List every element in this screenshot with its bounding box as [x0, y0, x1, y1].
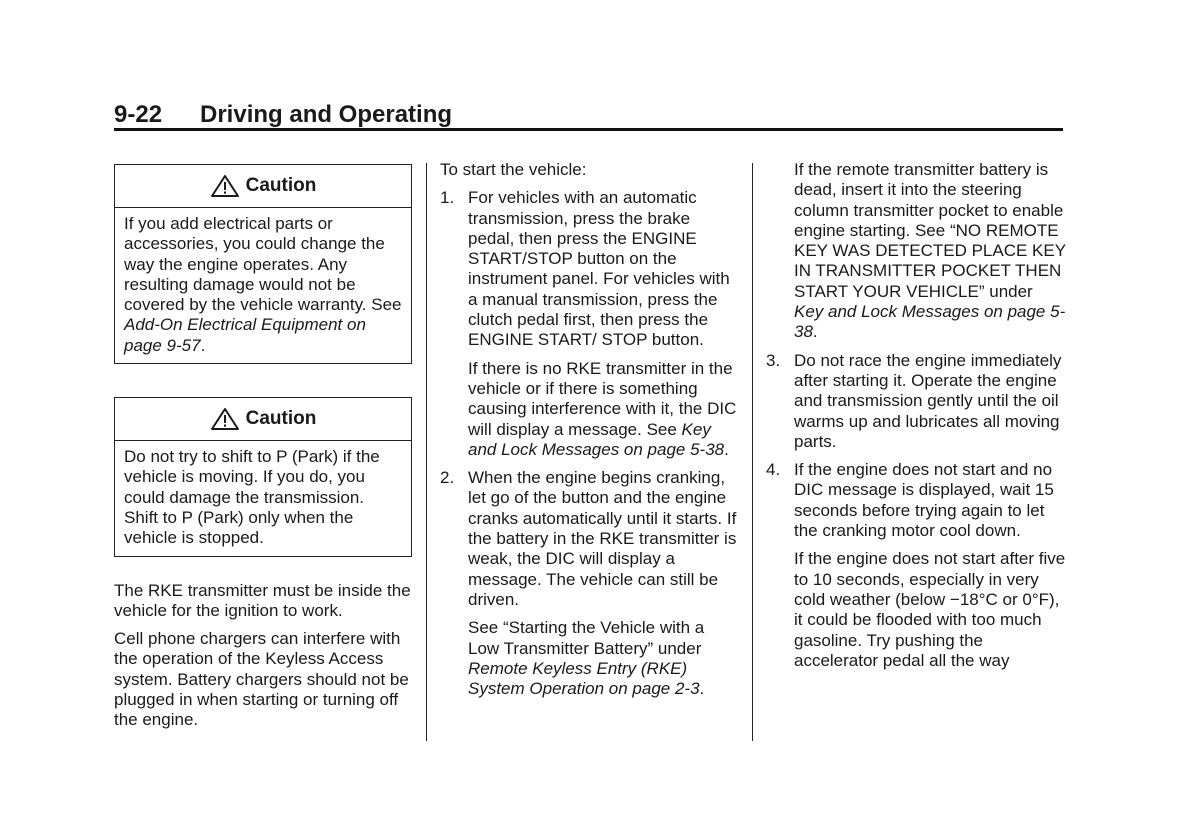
- cross-reference-link[interactable]: Key and Lock Messages on page 5-38: [468, 419, 725, 459]
- step-note: If the engine does not start after five to 10 seconds, especially in very cold weather (below −18°C or 0°F), it could be flooded with too much gasoline. Try pushing the accelerator pedal all the way: [794, 549, 1066, 670]
- cross-reference-link[interactable]: Key and Lock Messages on page 5-38: [794, 302, 1066, 342]
- section-title: Driving and Operating: [200, 101, 453, 128]
- list-number: 4.: [766, 460, 781, 480]
- step-text: Do not race the engine immediately after starting it. Operate the engine and transmission gently until the oil warms up and lubricates all moving parts.: [794, 350, 1062, 451]
- caution-text: If you add electrical parts or accessories, you could change the way the engine operates. Any resulting damage would not be covered by the vehicle warranty. See Add-On Electrical Equipment on page 9-57.: [124, 214, 402, 355]
- list-item: [766, 460, 1066, 671]
- intro-text: To start the vehicle:: [440, 160, 587, 179]
- caution-header: [115, 398, 411, 441]
- header-rule: [114, 128, 1063, 131]
- paragraph: The RKE transmitter must be inside the vehicle for the ignition to work.: [114, 580, 411, 620]
- list-item: [440, 188, 740, 460]
- continued-note: If the remote transmitter battery is dead, insert it into the steering column transmitter pocket to enable engine starting. See “NO REMOTE KEY WAS DETECTED PLACE KEY IN TRANSMITTER POCKET THEN START YOUR VEHICLE” under Key and Lock Messages on page 5-38.: [794, 160, 1066, 342]
- list-item: [766, 351, 1066, 452]
- cross-reference-link[interactable]: Remote Keyless Entry (RKE) System Operation on page 2-3: [468, 658, 700, 699]
- caution-label: Caution: [245, 174, 317, 196]
- list-number: 1.: [440, 188, 455, 208]
- list-item: [440, 468, 740, 699]
- caution-box: [114, 164, 412, 364]
- caution-text: Do not try to shift to P (Park) if the vehicle is moving. If you do, you could damage the transmission. Shift to P (Park) only when the vehicle is stopped.: [124, 447, 380, 548]
- page-header: [114, 99, 1063, 133]
- caution-box: [114, 397, 412, 556]
- column-3: [766, 160, 1066, 671]
- caution-header: [115, 165, 411, 208]
- column-divider: [752, 163, 753, 741]
- warning-triangle-icon: [210, 174, 240, 198]
- step-text: For vehicles with an automatic transmission, press the brake pedal, then press the ENGINE START/STOP button on the instrument panel. For vehicles with a manual transmission, press the clutch pedal first, then press the ENGINE START/ STOP button.: [468, 188, 730, 350]
- column-2: [440, 160, 740, 699]
- warning-triangle-icon: [210, 407, 240, 431]
- cross-reference-link[interactable]: Add-On Electrical Equipment on page 9-57: [124, 315, 366, 355]
- column-1: [114, 160, 412, 731]
- caution-label: Caution: [245, 407, 317, 429]
- list-number: 2.: [440, 468, 455, 488]
- list-number: 3.: [766, 350, 781, 370]
- step-text: If the engine does not start and no DIC message is displayed, wait 15 seconds before trying again to let the cranking motor cool down.: [794, 460, 1054, 541]
- column-divider: [426, 163, 427, 741]
- step-note: See “Starting the Vehicle with a Low Transmitter Battery” under Remote Keyless Entry (RKE) System Operation on page 2-3.: [468, 618, 705, 699]
- page-number: 9-22: [114, 101, 163, 128]
- paragraph: Cell phone chargers can interfere with the operation of the Keyless Access system. Battery chargers should not be plugged in when starting or turning off the engine.: [114, 629, 409, 730]
- step-note: If there is no RKE transmitter in the vehicle or if there is something causing interference with it, the DIC will display a message. See Key and Lock Messages on page 5-38.: [468, 358, 737, 459]
- step-text: When the engine begins cranking, let go of the button and the engine cranks automatically until it starts. If the battery in the RKE transmitter is weak, the DIC will display a message. The vehicle can still be driven.: [468, 468, 737, 609]
